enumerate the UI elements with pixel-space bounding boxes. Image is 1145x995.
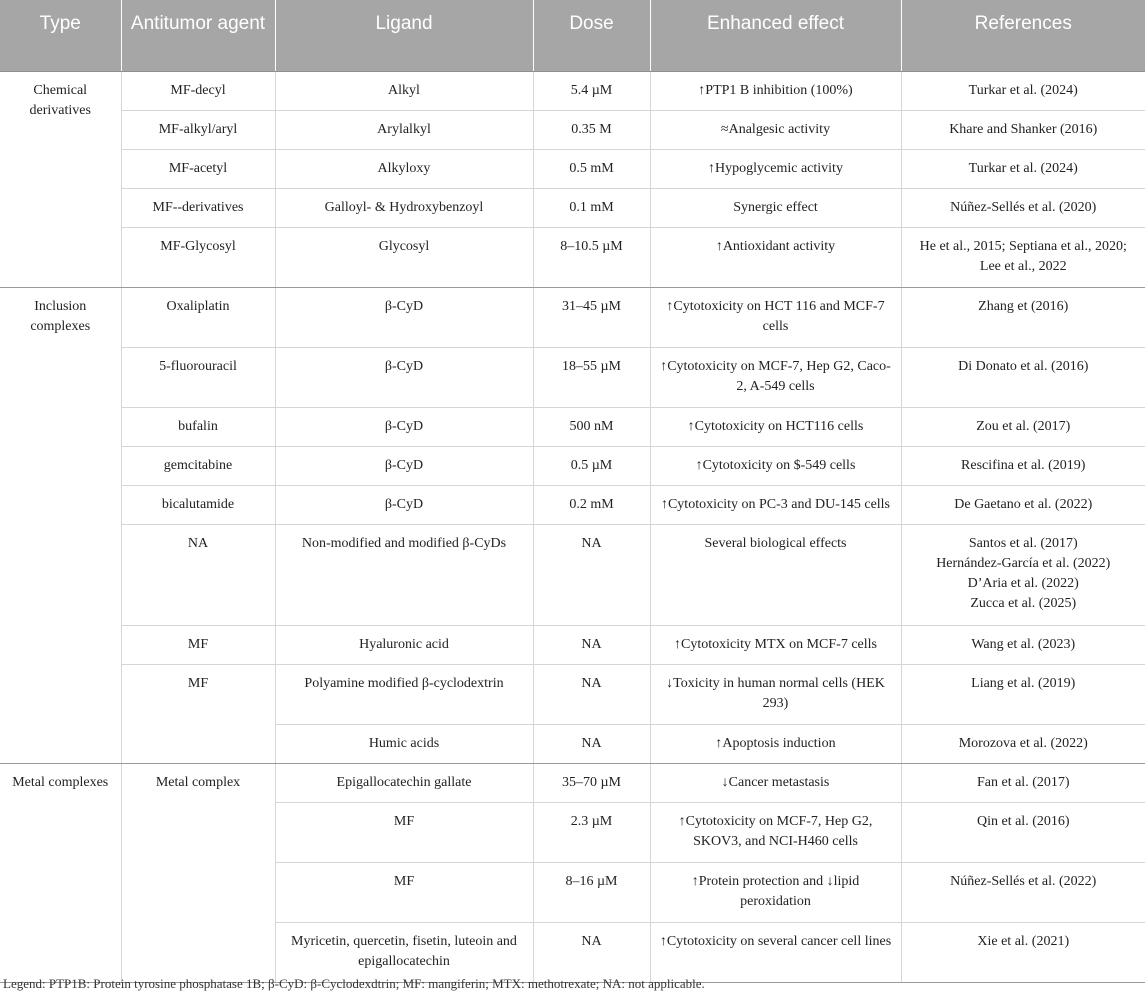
ligand-cell: Non-modified and modified β-CyDs xyxy=(275,524,533,625)
dose-cell: 8–16 µM xyxy=(533,862,650,922)
dose-cell: NA xyxy=(533,524,650,625)
references-cell xyxy=(901,287,1145,347)
enhanced-effect-cell: ↑Cytotoxicity on $-549 cells xyxy=(650,446,901,485)
references-cell xyxy=(901,227,1145,287)
references-cell xyxy=(901,763,1145,802)
reference-entry: Zou et al. (2017) xyxy=(976,418,1071,434)
ligand-cell: Hyaluronic acid xyxy=(275,625,533,664)
reference-entry: He et al., 2015; Septiana et al., 2020; Lee et al., 2022 xyxy=(919,238,1127,274)
ligand-cell: Epigallocatechin gallate xyxy=(275,763,533,802)
ligand-cell: Polyamine modified β-cyclodextrin xyxy=(275,664,533,724)
column-header-dose: Dose xyxy=(533,0,650,71)
table-row xyxy=(0,227,1145,287)
reference-entry: Xie et al. (2021) xyxy=(977,933,1070,949)
antitumor-agent-cell: MF-acetyl xyxy=(121,149,275,188)
reference-entry: Santos et al. (2017) xyxy=(968,535,1078,551)
table-row xyxy=(0,188,1145,227)
reference-entry: Zhang et (2016) xyxy=(978,298,1069,314)
antitumor-agent-cell: bufalin xyxy=(121,407,275,446)
antitumor-agent-cell: gemcitabine xyxy=(121,446,275,485)
references-cell xyxy=(901,922,1145,982)
reference-entry: Turkar et al. (2024) xyxy=(968,82,1078,98)
dose-cell: 0.5 µM xyxy=(533,446,650,485)
enhanced-effect-cell: ↓Cancer metastasis xyxy=(650,763,901,802)
enhanced-effect-cell: ↑Cytotoxicity MTX on MCF-7 cells xyxy=(650,625,901,664)
ligand-cell: β-CyD xyxy=(275,485,533,524)
table-row xyxy=(0,407,1145,446)
enhanced-effect-cell: ↑Protein protection and ↓lipid peroxidation xyxy=(650,862,901,922)
dose-cell: 500 nM xyxy=(533,407,650,446)
table-row xyxy=(0,763,1145,802)
references-cell xyxy=(901,664,1145,724)
column-header-agent: Antitumor agent xyxy=(121,0,275,71)
references-cell xyxy=(901,862,1145,922)
reference-entry: Núñez-Sellés et al. (2022) xyxy=(950,873,1097,889)
table-row xyxy=(0,149,1145,188)
dose-cell: 8–10.5 µM xyxy=(533,227,650,287)
ligand-cell: Galloyl- & Hydroxybenzoyl xyxy=(275,188,533,227)
table-body xyxy=(0,71,1145,982)
reference-entry: Núñez-Sellés et al. (2020) xyxy=(950,199,1097,215)
header-row xyxy=(0,0,1145,71)
dose-cell: 0.35 M xyxy=(533,110,650,149)
references-cell xyxy=(901,625,1145,664)
antitumor-agent-cell: 5-fluorouracil xyxy=(121,347,275,407)
enhanced-effect-cell: Several biological effects xyxy=(650,524,901,625)
references-cell xyxy=(901,524,1145,625)
ligand-cell: β-CyD xyxy=(275,347,533,407)
enhanced-effect-cell: ↑Cytotoxicity on HCT116 cells xyxy=(650,407,901,446)
antitumor-agent-cell: MF--derivatives xyxy=(121,188,275,227)
type-cell: Metal complexes xyxy=(0,763,121,982)
column-header-references: References xyxy=(901,0,1145,71)
table-row xyxy=(0,664,1145,724)
reference-entry: Zucca et al. (2025) xyxy=(970,595,1077,611)
antitumor-agent-cell: MF-Glycosyl xyxy=(121,227,275,287)
reference-entry: Qin et al. (2016) xyxy=(976,813,1070,829)
ligand-cell: β-CyD xyxy=(275,287,533,347)
antitumor-agent-cell: Oxaliplatin xyxy=(121,287,275,347)
enhanced-effect-cell: ↑PTP1 B inhibition (100%) xyxy=(650,71,901,110)
table-row xyxy=(0,524,1145,625)
reference-entry: Khare and Shanker (2016) xyxy=(949,121,1098,137)
ligand-cell: β-CyD xyxy=(275,407,533,446)
table-row xyxy=(0,625,1145,664)
references-cell xyxy=(901,347,1145,407)
antitumor-agent-cell: MF xyxy=(121,664,275,763)
enhanced-effect-cell: ↑Apoptosis induction xyxy=(650,724,901,763)
table-row xyxy=(0,485,1145,524)
references-cell xyxy=(901,724,1145,763)
references-cell xyxy=(901,407,1145,446)
references-cell xyxy=(901,446,1145,485)
enhanced-effect-cell: ↑Cytotoxicity on MCF-7, Hep G2, SKOV3, and NCI-H460 cells xyxy=(650,802,901,862)
dose-cell: NA xyxy=(533,724,650,763)
enhanced-effect-cell: ↑Antioxidant activity xyxy=(650,227,901,287)
antitumor-agent-cell: MF-decyl xyxy=(121,71,275,110)
type-cell: Chemical derivatives xyxy=(0,71,121,287)
type-cell: Inclusion complexes xyxy=(0,287,121,763)
reference-entry: Rescifina et al. (2019) xyxy=(961,457,1086,473)
table-row xyxy=(0,110,1145,149)
table-row xyxy=(0,347,1145,407)
dose-cell: 0.2 mM xyxy=(533,485,650,524)
ligand-cell: Glycosyl xyxy=(275,227,533,287)
dose-cell: 5.4 µM xyxy=(533,71,650,110)
reference-entry: D’Aria et al. (2022) xyxy=(967,575,1079,591)
antitumor-agent-cell: MF-alkyl/aryl xyxy=(121,110,275,149)
reference-entry: Turkar et al. (2024) xyxy=(968,160,1078,176)
table-row xyxy=(0,446,1145,485)
ligand-cell: Alkyl xyxy=(275,71,533,110)
antitumor-agent-cell: NA xyxy=(121,524,275,625)
enhanced-effect-cell: ↑Hypoglycemic activity xyxy=(650,149,901,188)
enhanced-effect-cell: Synergic effect xyxy=(650,188,901,227)
ligand-cell: β-CyD xyxy=(275,446,533,485)
reference-entry: Wang et al. (2023) xyxy=(971,636,1076,652)
antitumor-agent-cell: MF xyxy=(121,625,275,664)
dose-cell: NA xyxy=(533,664,650,724)
ligand-cell: MF xyxy=(275,802,533,862)
dose-cell: NA xyxy=(533,922,650,982)
antitumor-agent-cell: bicalutamide xyxy=(121,485,275,524)
ligand-cell: Alkyloxy xyxy=(275,149,533,188)
references-cell xyxy=(901,188,1145,227)
dose-cell: NA xyxy=(533,625,650,664)
enhanced-effect-cell: ↓Toxicity in human normal cells (HEK 293) xyxy=(650,664,901,724)
enhanced-effect-cell: ↑Cytotoxicity on PC-3 and DU-145 cells xyxy=(650,485,901,524)
table-row xyxy=(0,71,1145,110)
ligand-cell: Myricetin, quercetin, fisetin, luteoin and epigallocatechin xyxy=(275,922,533,982)
table-row xyxy=(0,287,1145,347)
reference-entry: Di Donato et al. (2016) xyxy=(958,358,1089,374)
column-header-ligand: Ligand xyxy=(275,0,533,71)
ligand-cell: MF xyxy=(275,862,533,922)
references-cell xyxy=(901,485,1145,524)
dose-cell: 18–55 µM xyxy=(533,347,650,407)
references-cell xyxy=(901,71,1145,110)
enhanced-effect-cell: ↑Cytotoxicity on HCT 116 and MCF-7 cells xyxy=(650,287,901,347)
reference-entry: Morozova et al. (2022) xyxy=(958,735,1088,751)
reference-entry: Liang et al. (2019) xyxy=(971,675,1076,691)
antitumor-agent-cell: Metal complex xyxy=(121,763,275,982)
column-header-effect: Enhanced effect xyxy=(650,0,901,71)
dose-cell: 35–70 µM xyxy=(533,763,650,802)
table-legend: Legend: PTP1B: Protein tyrosine phosphatase 1B; β-CyD: β-Cyclodexdtrin; MF: mangiferin; MTX: methotrexate; NA: not applicable. xyxy=(3,976,705,991)
references-cell xyxy=(901,110,1145,149)
enhanced-effect-cell: ↑Cytotoxicity on MCF-7, Hep G2, Caco-2, A-549 cells xyxy=(650,347,901,407)
references-cell xyxy=(901,149,1145,188)
ligand-cell: Humic acids xyxy=(275,724,533,763)
column-header-type: Type xyxy=(0,0,121,71)
ligand-cell: Arylalkyl xyxy=(275,110,533,149)
references-cell xyxy=(901,802,1145,862)
dose-cell: 31–45 µM xyxy=(533,287,650,347)
dose-cell: 0.1 mM xyxy=(533,188,650,227)
dose-cell: 2.3 µM xyxy=(533,802,650,862)
enhanced-effect-cell: ≈Analgesic activity xyxy=(650,110,901,149)
reference-entry: De Gaetano et al. (2022) xyxy=(954,496,1093,512)
reference-entry: Hernández-García et al. (2022) xyxy=(936,555,1111,571)
dose-cell: 0.5 mM xyxy=(533,149,650,188)
reference-entry: Fan et al. (2017) xyxy=(976,774,1070,790)
enhanced-effect-cell: ↑Cytotoxicity on several cancer cell lines xyxy=(650,922,901,982)
